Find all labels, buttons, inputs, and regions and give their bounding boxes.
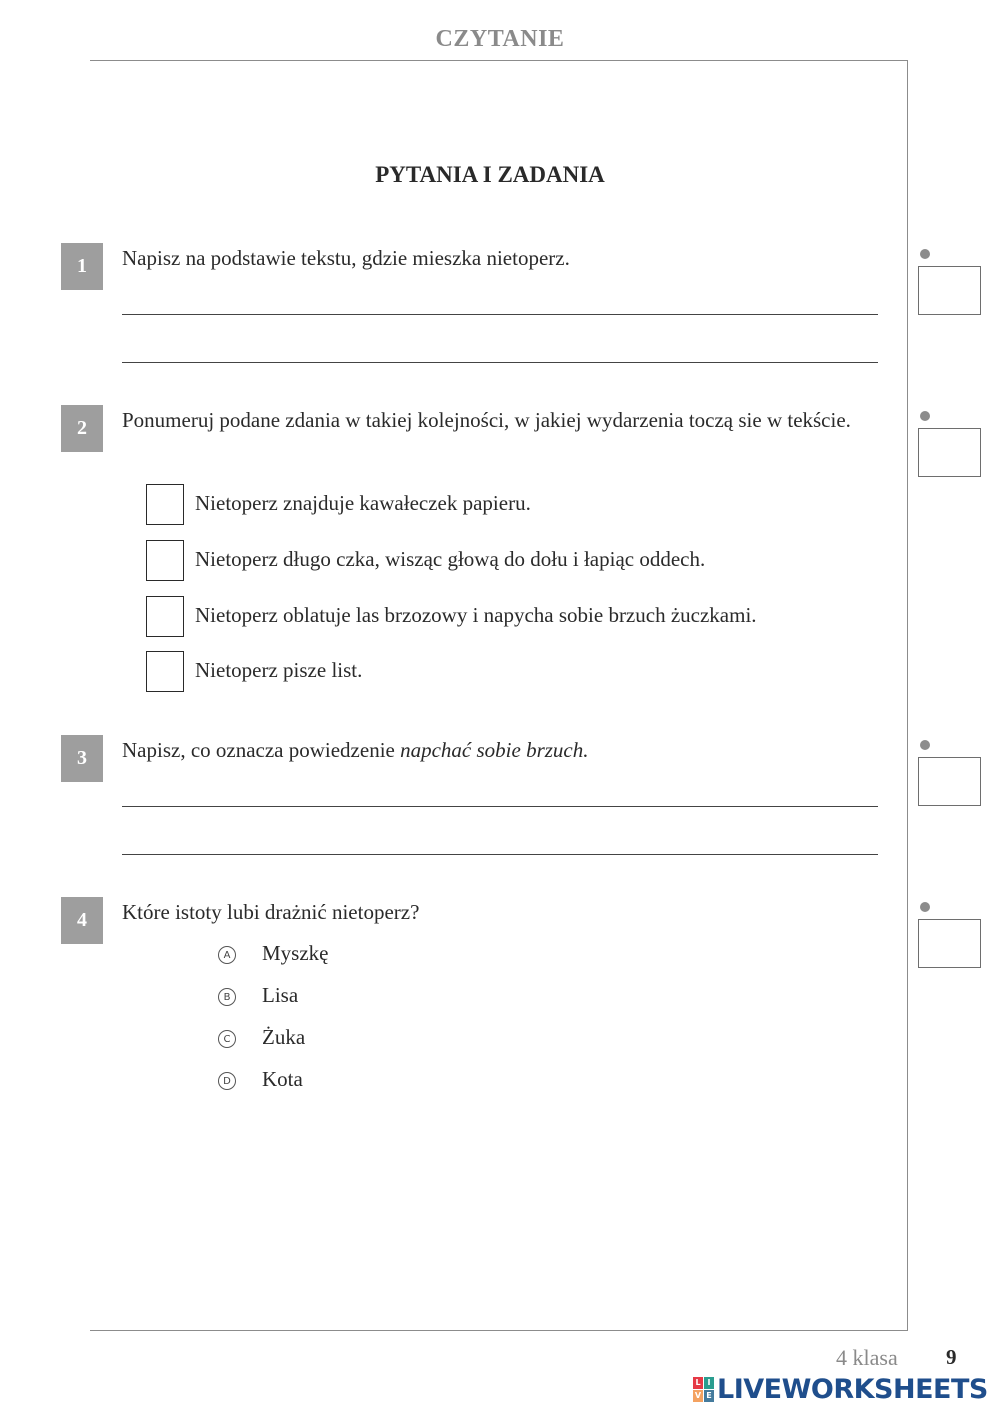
- option-c-label[interactable]: Żuka: [262, 1025, 306, 1049]
- order-item-2: Nietoperz długo czka, wisząc głową do dołu i łapiąc oddech.: [195, 547, 706, 571]
- question-3-text-prefix: Napisz, co oznacza powiedzenie: [122, 738, 401, 762]
- question-4-text: Które istoty lubi drażnić nietoperz?: [122, 900, 420, 924]
- option-b-label[interactable]: Lisa: [262, 983, 299, 1007]
- question-2-text: Ponumeruj podane zdania w takiej kolejności, w jakiej wydarzenia toczą sie w tekście.: [122, 408, 851, 432]
- question-1-number: 1: [61, 243, 103, 290]
- liveworksheets-brand: [693, 1374, 988, 1404]
- order-item-4: Nietoperz pisze list.: [195, 658, 363, 682]
- option-a-radio[interactable]: A: [218, 946, 236, 964]
- question-2-score-box[interactable]: [918, 428, 981, 477]
- question-4-score-box[interactable]: [918, 919, 981, 968]
- footer-class-label: 4 klasa: [836, 1345, 898, 1370]
- frame-right-border: [907, 60, 908, 1331]
- liveworksheets-logo-icon: [693, 1377, 714, 1402]
- option-a-label[interactable]: Myszkę: [262, 941, 329, 965]
- question-1-score-box[interactable]: [918, 266, 981, 315]
- order-input-4[interactable]: [146, 651, 184, 692]
- order-input-2[interactable]: [146, 540, 184, 581]
- question-3-answer-line-2[interactable]: [122, 854, 878, 855]
- question-3-answer-line-1[interactable]: [122, 806, 878, 807]
- question-1-score-dot: [920, 249, 930, 259]
- logo-letter-l: L: [693, 1377, 703, 1389]
- liveworksheets-wordmark: LIVEWORKSHEETS: [717, 1373, 988, 1405]
- logo-letter-i: I: [704, 1377, 714, 1389]
- question-3-score-dot: [920, 740, 930, 750]
- option-c-radio[interactable]: C: [218, 1030, 236, 1048]
- page-header-title: CZYTANIE: [435, 26, 565, 52]
- question-1-answer-line-1[interactable]: [122, 314, 878, 315]
- option-b-radio[interactable]: B: [218, 988, 236, 1006]
- option-d-radio[interactable]: D: [218, 1072, 236, 1090]
- question-1-text: Napisz na podstawie tekstu, gdzie mieszka nietoperz.: [122, 246, 570, 270]
- question-4-number: 4: [61, 897, 103, 944]
- question-2-score-dot: [920, 411, 930, 421]
- question-3-text-italic: napchać sobie brzuch.: [400, 738, 589, 762]
- frame-bottom-border: [90, 1330, 908, 1331]
- logo-letter-e: E: [704, 1390, 714, 1402]
- question-1-answer-line-2[interactable]: [122, 362, 878, 363]
- footer-page-number: 9: [946, 1345, 957, 1369]
- order-input-3[interactable]: [146, 596, 184, 637]
- logo-letter-v: V: [694, 1391, 702, 1400]
- order-item-3: Nietoperz oblatuje las brzozowy i napycha sobie brzuch żuczkami.: [195, 603, 757, 627]
- section-title: PYTANIA I ZADANIA: [375, 162, 605, 187]
- question-3-score-box[interactable]: [918, 757, 981, 806]
- question-2-number: 2: [61, 405, 103, 452]
- order-input-1[interactable]: [146, 484, 184, 525]
- option-d-label[interactable]: Kota: [262, 1067, 303, 1091]
- question-4-score-dot: [920, 902, 930, 912]
- frame-top-border: [90, 60, 908, 61]
- question-3-number: 3: [61, 735, 103, 782]
- order-item-1: Nietoperz znajduje kawałeczek papieru.: [195, 491, 531, 515]
- question-3-text: [122, 736, 872, 765]
